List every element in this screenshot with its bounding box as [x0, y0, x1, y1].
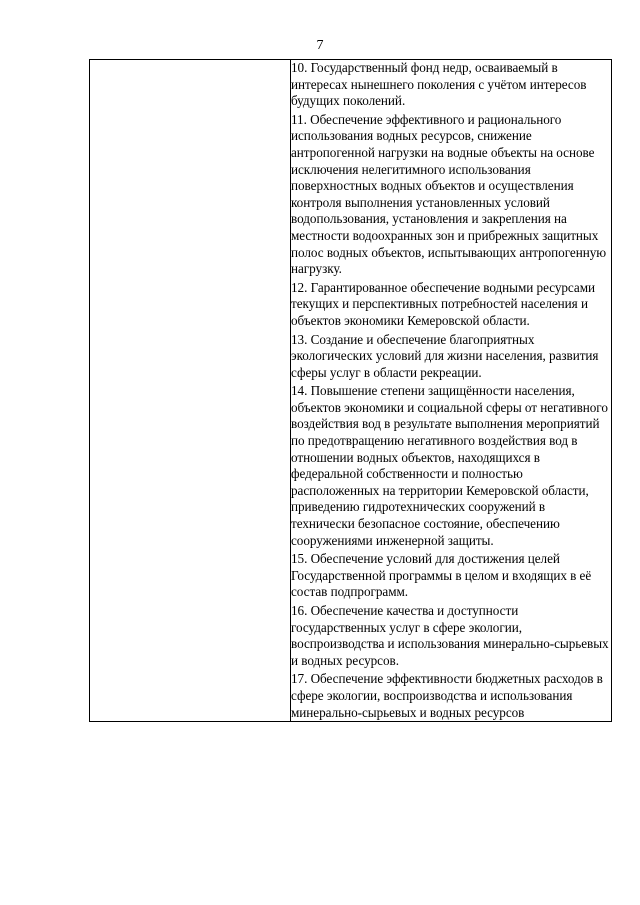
program-table — [89, 59, 612, 722]
list-item: 13. Создание и обеспечение благоприятных экологических условий для жизни населения, развития сферы услуг в области рекреации. — [291, 331, 599, 380]
list-item: 10. Государственный фонд недр, осваиваемый в интересах нынешнего поколения с учётом интересов будущих поколений. — [291, 60, 587, 109]
list-item: 12. Гарантированное обеспечение водными ресурсами текущих и перспективных потребностей населения и объектов экономики Кемеровской области. — [291, 279, 596, 328]
list-item: 11. Обеспечение эффективного и рационального использования водных ресурсов, снижение антропогенной нагрузки на водные объекты на основе исключения нелегитимного использования поверхностных водных объектов и осуществления контроля выполнения установленных условий водопользования, установления и закрепления на местности водоохранных зон и прибрежных защитных полос водных объектов, испытывающих антропогенную нагрузку. — [291, 111, 607, 277]
list-item: 15. Обеспечение условий для достижения целей Государственной программы в целом и входящих в её состав подпрограмм. — [291, 551, 592, 600]
table-cell-left — [90, 60, 291, 722]
table-row — [90, 60, 612, 722]
list-item: 14. Повышение степени защищённости населения, объектов экономики и социальной сферы от негативного воздействия вод в результате выполнения мероприятий по предотвращению негативного воздействия вод в отношении водных объектов, находящихся в федеральной собственности и полностью расположенных на территории Кемеровской области, приведению гидротехнических сооружений в технически безопасное состояние, обеспечению сооружениями инженерной защиты. — [291, 383, 608, 548]
page-number: 7 — [316, 38, 324, 53]
list-item: 16. Обеспечение качества и доступности государственных услуг в сфере экологии, воспроизводства и использования минерально-сырьевых и водных ресурсов. — [291, 603, 609, 668]
list-item: 17. Обеспечение эффективности бюджетных расходов в сфере экологии, воспроизводства и использования минерально-сырьевых и водных ресурсов — [291, 671, 603, 720]
table-cell-right — [291, 60, 612, 722]
